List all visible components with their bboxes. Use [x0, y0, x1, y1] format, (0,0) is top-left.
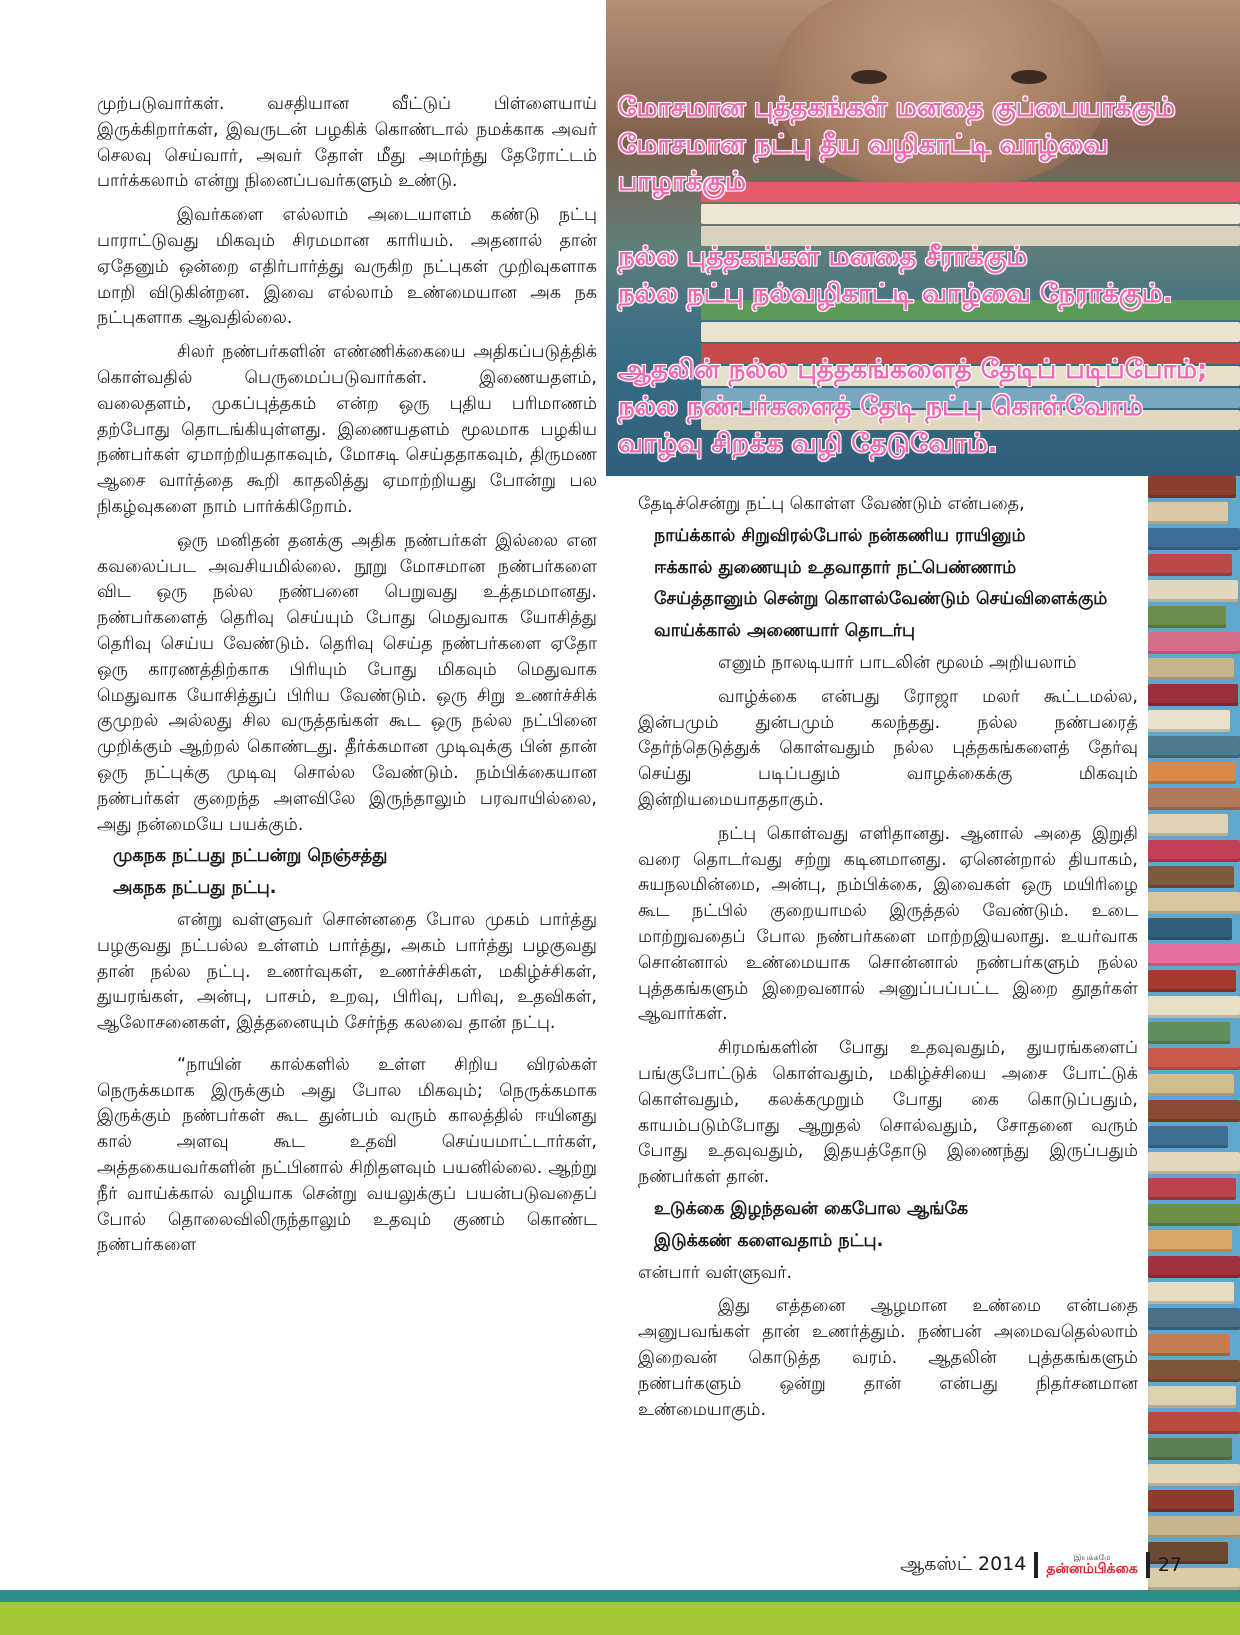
book-spine	[1148, 840, 1240, 862]
book-spine	[1148, 1178, 1236, 1200]
kural-verse-line: முகநக நட்பது நட்பன்று நெஞ்சத்து	[113, 846, 388, 867]
kural-verse-line: உடுக்கை இழந்தவன் கைபோல ஆங்கே	[654, 1198, 969, 1219]
quote-line: நல்ல நட்பு நல்வழிகாட்டி வாழ்வை நேராக்கும்.	[618, 279, 1173, 309]
paragraph: எனும் நாலடியார் பாடலின் மூலம் அறியலாம்	[718, 652, 1077, 673]
quote-line: நல்ல புத்தகங்கள் மனதை சீராக்கும்	[618, 242, 1028, 272]
quote-line: மோசமான நட்பு தீய வழிகாட்டி வாழ்வை	[618, 130, 1109, 160]
paragraph: என்று வள்ளுவர் சொன்னதை போல முகம் பார்த்து பழகுவது நட்பல்ல உள்ளம் பார்த்து, அகம் பார்த்து பழகுவது தான் நல்ல நட்பு. உணர்வுகள், உணர்ச்சிகள், மகிழ்ச்சிகள், துயரங்கள், அன்பு, பாசம், உறவு, பிரிவு, பரிவு, உதவிகள், ஆலோசனைகள், இத்தனையும் சேர்ந்த கலவை தான் நட்பு.	[97, 909, 597, 1034]
book-spine	[1148, 1490, 1234, 1512]
quote-line: வாழ்வு சிறக்க வழி தேடுவோம்.	[618, 429, 998, 459]
book-spine	[1148, 762, 1236, 784]
book-spine	[1148, 502, 1228, 524]
magazine-logo	[1046, 1554, 1137, 1576]
book-spine	[1148, 1100, 1240, 1122]
footer-band-green	[0, 1602, 1240, 1635]
book-stack-image	[1148, 476, 1240, 1590]
hero-image	[606, 0, 1240, 476]
book-spine	[1148, 1256, 1240, 1278]
book-spine	[1148, 788, 1240, 810]
book-spine	[1148, 996, 1240, 1018]
book-spine	[1148, 1334, 1230, 1356]
quote-line: நல்ல நண்பர்களைத் தேடி நட்பு கொள்வோம்	[618, 392, 1143, 422]
book-spine	[1148, 554, 1232, 576]
page-number: 27	[1157, 1554, 1182, 1576]
kural-verse-line: அகநக நட்பது நட்பு.	[113, 878, 277, 899]
book-spine	[1148, 814, 1228, 836]
book-spine	[1148, 1126, 1228, 1148]
naladiyar-verse-line: சேய்த்தானும் சென்று கொளல்வேண்டும் செய்விளைக்கும்	[654, 589, 1108, 610]
paragraph: “நாயின் கால்களில் உள்ள சிறிய விரல்கள் நெருக்கமாக இருக்கும் அது போல மிகவும்; நெருக்கமாக இருக்கும் நண்பர்கள் கூட துன்பம் வரும் காலத்தில் ஈயினது கால் அளவு கூட உதவி செய்யமாட்டார்கள், அத்தகையவர்களின் நட்பினால் சிறிதளவும் பயனில்லை. ஆற்று நீர் வாய்க்கால் வழியாக சென்று வயலுக்குப் பயன்படுவதைப் போல் தொலைவிலிருந்தாலும் உதவும் குணம் கொண்ட நண்பர்களை	[97, 1054, 597, 1256]
quote-line: பாழாக்கும்	[618, 167, 746, 197]
book-spine	[1148, 1230, 1232, 1252]
book-spine	[1148, 1308, 1240, 1330]
book-spine	[1148, 1386, 1236, 1408]
paragraph: சிரமங்களின் போது உதவுவதும், துயரங்களைப் பங்குபோட்டுக் கொள்வதும், மகிழ்ச்சியை அசை போட்டுக் கொள்வதும், கலக்கமுறும் போது கை கொடுப்பதும், காயம்படும்போது ஆறுதல் சொல்வதும், சோதனை வரும் போது உதவுவதும், இதயத்தோடு இணைந்து இருப்பதும் நண்பர்கள் தான்.	[638, 1038, 1138, 1188]
book-spine	[1148, 1516, 1240, 1538]
book-spine	[1148, 944, 1240, 966]
book-spine	[1148, 866, 1234, 888]
book-spine	[1148, 1360, 1240, 1382]
book-spine	[1148, 1152, 1240, 1174]
book-spine	[1148, 684, 1238, 706]
book-spine	[1148, 1074, 1234, 1096]
paragraph: இவர்களை எல்லாம் அடையாளம் கண்டு நட்பு பாராட்டுவது மிகவும் சிரமமான காரியம். அதனால் தான் ஏதேனும் ஒன்றை எதிர்பார்த்து வருகிற நட்புகள் முறிவுகளாக மாறி விடுகின்றன. இவை எல்லாம் உண்மையான அக நக நட்புகளாக ஆவதில்லை.	[97, 205, 597, 329]
book-spine	[701, 322, 1240, 342]
book-spine	[1148, 580, 1238, 602]
quote-line: ஆதலின் நல்ல புத்தகங்களைத் தேடிப் படிப்போம்;	[618, 355, 1208, 385]
book-spine	[1148, 1464, 1240, 1486]
naladiyar-verse-line: நாய்க்கால் சிறுவிரல்போல் நன்கணிய ராயினும்	[654, 525, 1026, 546]
logo-tagline: இயக்கமே	[1073, 1553, 1111, 1562]
book-spine	[1148, 1204, 1240, 1226]
right-eye	[1011, 70, 1047, 84]
naladiyar-verse-line: வாய்க்கால் அணையார் தொடர்பு	[654, 621, 915, 642]
left-column	[97, 92, 597, 1259]
paragraph: வாழ்க்கை என்பது ரோஜா மலர் கூட்டமல்ல, இன்பமும் துன்பமும் கலந்தது. நல்ல நண்பரைத் தேர்ந்தெடுத்துக் கொள்வதும் நல்ல புத்தகங்களைத் தேர்வு செய்து படிப்பதும் வாழக்கைக்கு மிகவும் இன்றியமையாததாகும்.	[638, 686, 1138, 810]
book-spine	[1148, 892, 1240, 914]
book-spine	[1148, 528, 1240, 550]
paragraph: என்பார் வள்ளுவர்.	[638, 1262, 793, 1283]
book-spine	[1148, 710, 1230, 732]
paragraph: முற்படுவார்கள். வசதியான வீட்டுப் பிள்ளையாய் இருக்கிறார்கள், இவருடன் பழகிக் கொண்டால் நமக்காக அவர் செலவு செய்வார், அவர் தோள் மீது அமர்ந்து தேரோட்டம் பார்க்கலாம் என்று நினைப்பவர்களும் உண்டு.	[97, 94, 597, 192]
left-eye	[851, 70, 887, 84]
paragraph: தேடிச்சென்று நட்பு கொள்ள வேண்டும் என்பதை,	[638, 494, 1025, 514]
book-spine	[1148, 1282, 1234, 1304]
paragraph: நட்பு கொள்வது எளிதானது. ஆனால் அதை இறுதி வரை தொடர்வது சற்று கடினமானது. ஏனென்றால் தியாகம், சுயநலமின்மை, அன்பு, நம்பிக்கை, இவைகள் ஒரு மயிரிழை கூட நட்பில் குறையாமல் இருத்தல் வேண்டும். உடை மாற்றுவதைப் போல நண்பர்களை மாற்றஇயலாது. உயர்வாக சொன்னால் உண்மையாக சொன்னால் நண்பர்களும் நல்ல புத்தகங்களும் இறைவனால் அனுப்பப்பட்ட இறை தூதர்கள் ஆவார்கள்.	[638, 823, 1138, 1025]
paragraph: இது எத்தனை ஆழமான உண்மை என்பதை அனுபவங்கள் தான் உணர்த்தும். நண்பன் அமைவதெல்லாம் இறைவன் கொடுத்த வரம். ஆதலின் புத்தகங்களும் நண்பர்களும் ஒன்று தான் என்பது நிதர்சனமான உண்மையாகும்.	[638, 1296, 1138, 1420]
logo-title: தன்னம்பிக்கை	[1046, 1561, 1138, 1577]
book-spine	[701, 204, 1240, 224]
book-spine	[1148, 1022, 1230, 1044]
paragraph: சிலர் நண்பர்களின் எண்ணிக்கையை அதிகப்படுத்திக் கொள்வதில் பெருமைப்படுவார்கள். இணையதளம், வலைதளம், முகப்புத்தகம் என்ற ஒரு புதிய பரிமாணம் தற்போது தொடங்கியுள்ளது. இணையதளம் மூலமாக பழகிய நண்பர்கள் ஏமாற்றியதாகவும், மோசடி செய்ததாகவும், திருமண ஆசை வார்த்தை கூறி காதலித்து ஏமாற்றியது போன்று பல நிகழ்வுகளை நாம் பார்க்கிறோம்.	[97, 342, 597, 517]
footer-band-teal	[0, 1590, 1240, 1602]
book-spine	[1148, 632, 1240, 654]
book-spine	[1148, 1048, 1240, 1070]
footer-divider	[1034, 1552, 1038, 1578]
footer-divider	[1146, 1552, 1150, 1578]
quote-line: மோசமான புத்தகங்கள் மனதை குப்பையாக்கும்	[618, 93, 1176, 123]
book-spine	[1148, 1438, 1232, 1460]
book-spine	[1148, 606, 1226, 628]
book-spine	[1148, 736, 1240, 758]
book-spine	[1148, 476, 1236, 498]
book-spine	[1148, 970, 1236, 992]
book-spine	[1148, 918, 1232, 940]
page-footer	[900, 1550, 1182, 1580]
naladiyar-verse-line: ஈக்கால் துணையும் உதவாதார் நட்பெண்ணாம்	[654, 557, 1017, 578]
paragraph: ஒரு மனிதன் தனக்கு அதிக நண்பர்கள் இல்லை என கவலைப்பட அவசியமில்லை. நூறு மோசமான நண்பர்களை விட ஒரு நல்ல நண்பனை பெறுவது உத்தமமானது. நண்பர்களைத் தெரிவு செய்யும் போது மெதுவாக யோசித்து தெரிவு செய்ய வேண்டும். தெரிவு செய்த நண்பர்களை ஏதோ ஒரு காரணத்திற்காக பிரியும் போது மிகவும் மெதுவாக மெதுவாக யோசித்துப் பிரிய வேண்டும். ஒரு சிறு உணர்ச்சிக் குமுறல் அல்லது சில வருத்தங்கள் கூட ஒரு நல்ல நட்பினை முறிக்கும் ஆற்றல் கொண்டது. தீர்க்கமான முடிவுக்கு பின் தான் ஒரு நட்புக்கு முடிவு சொல்ல வேண்டும். நம்பிக்கையான நண்பர்கள் குறைந்த அளவிலே இருந்தாலும் பரவாயில்லை, அது நன்மையே பயக்கும்.	[97, 530, 597, 835]
issue-date: ஆகஸ்ட் 2014	[900, 1552, 1027, 1575]
book-spine	[1148, 1412, 1240, 1434]
book-spine	[1148, 658, 1234, 680]
right-column	[638, 492, 1138, 1423]
kural-verse-line: இடுக்கண் களைவதாம் நட்பு.	[654, 1230, 884, 1251]
